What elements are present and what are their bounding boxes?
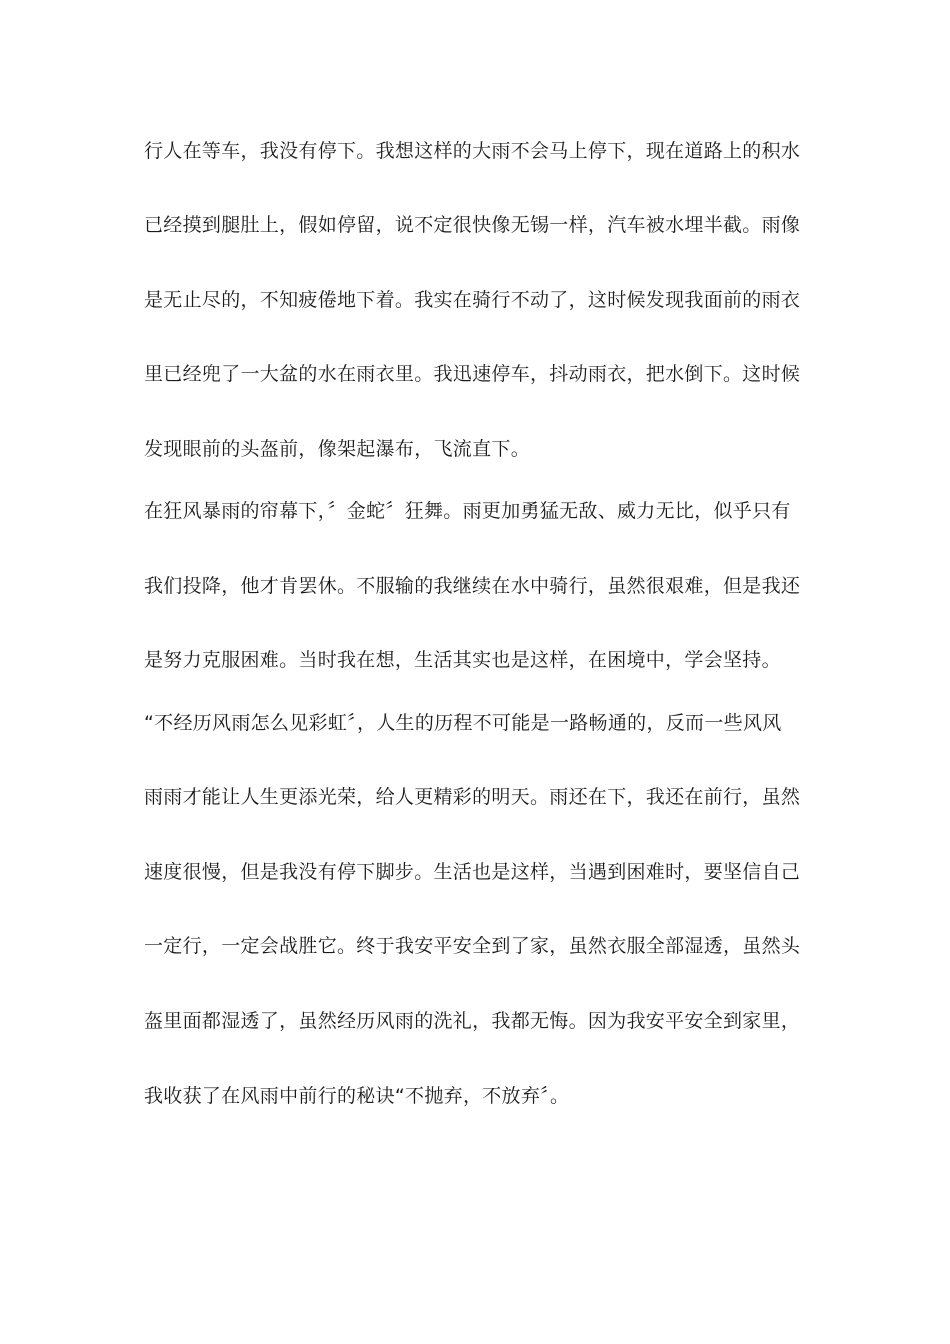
text-line: 已经摸到腿肚上，假如停留，说不定很快像无锡一样，汽车被水埋半截。雨像 — [144, 214, 801, 236]
text-line: 盔里面都湿透了，虽然经历风雨的洗礼，我都无悔。因为我安平安全到家里， — [144, 1010, 801, 1032]
text-line: 我们投降，他才肯罢休。不服输的我继续在水中骑行，虽然很艰难，但是我还 — [144, 575, 801, 597]
text-line: 是无止尽的，不知疲倦地下着。我实在骑行不动了，这时候发现我面前的雨衣 — [144, 289, 801, 311]
text-line: 是努力克服困难。当时我在想，生活其实也是这样，在困境中，学会坚持。 — [144, 649, 781, 671]
text-line: 我收获了在风雨中前行的秘诀“不抛弃，不放弃〞。 — [144, 1085, 570, 1107]
text-line: 雨雨才能让人生更添光荣，给人更精彩的明天。雨还在下，我还在前行，虽然 — [144, 786, 801, 808]
text-line: 发现眼前的头盔前，像架起瀑布，飞流直下。 — [144, 438, 531, 460]
text-line: 速度很慢，但是我没有停下脚步。生活也是这样，当遇到困难时，要坚信自己 — [144, 861, 801, 883]
text-line: 行人在等车，我没有停下。我想这样的大雨不会马上停下，现在道路上的积水 — [144, 140, 801, 162]
text-line: 一定行，一定会战胜它。终于我安平安全到了家，虽然衣服全部湿透，虽然头 — [144, 935, 801, 957]
text-line: “不经历风雨怎么见彩虹〞，人生的历程不可能是一路畅通的，反而一些风风 — [144, 712, 782, 734]
text-line: 在狂风暴雨的帘幕下，〞金蛇〞狂舞。雨更加勇猛无敌、威力无比，似乎只有 — [144, 500, 791, 522]
text-line: 里已经兜了一大盆的水在雨衣里。我迅速停车，抖动雨衣，把水倒下。这时候 — [144, 363, 801, 385]
